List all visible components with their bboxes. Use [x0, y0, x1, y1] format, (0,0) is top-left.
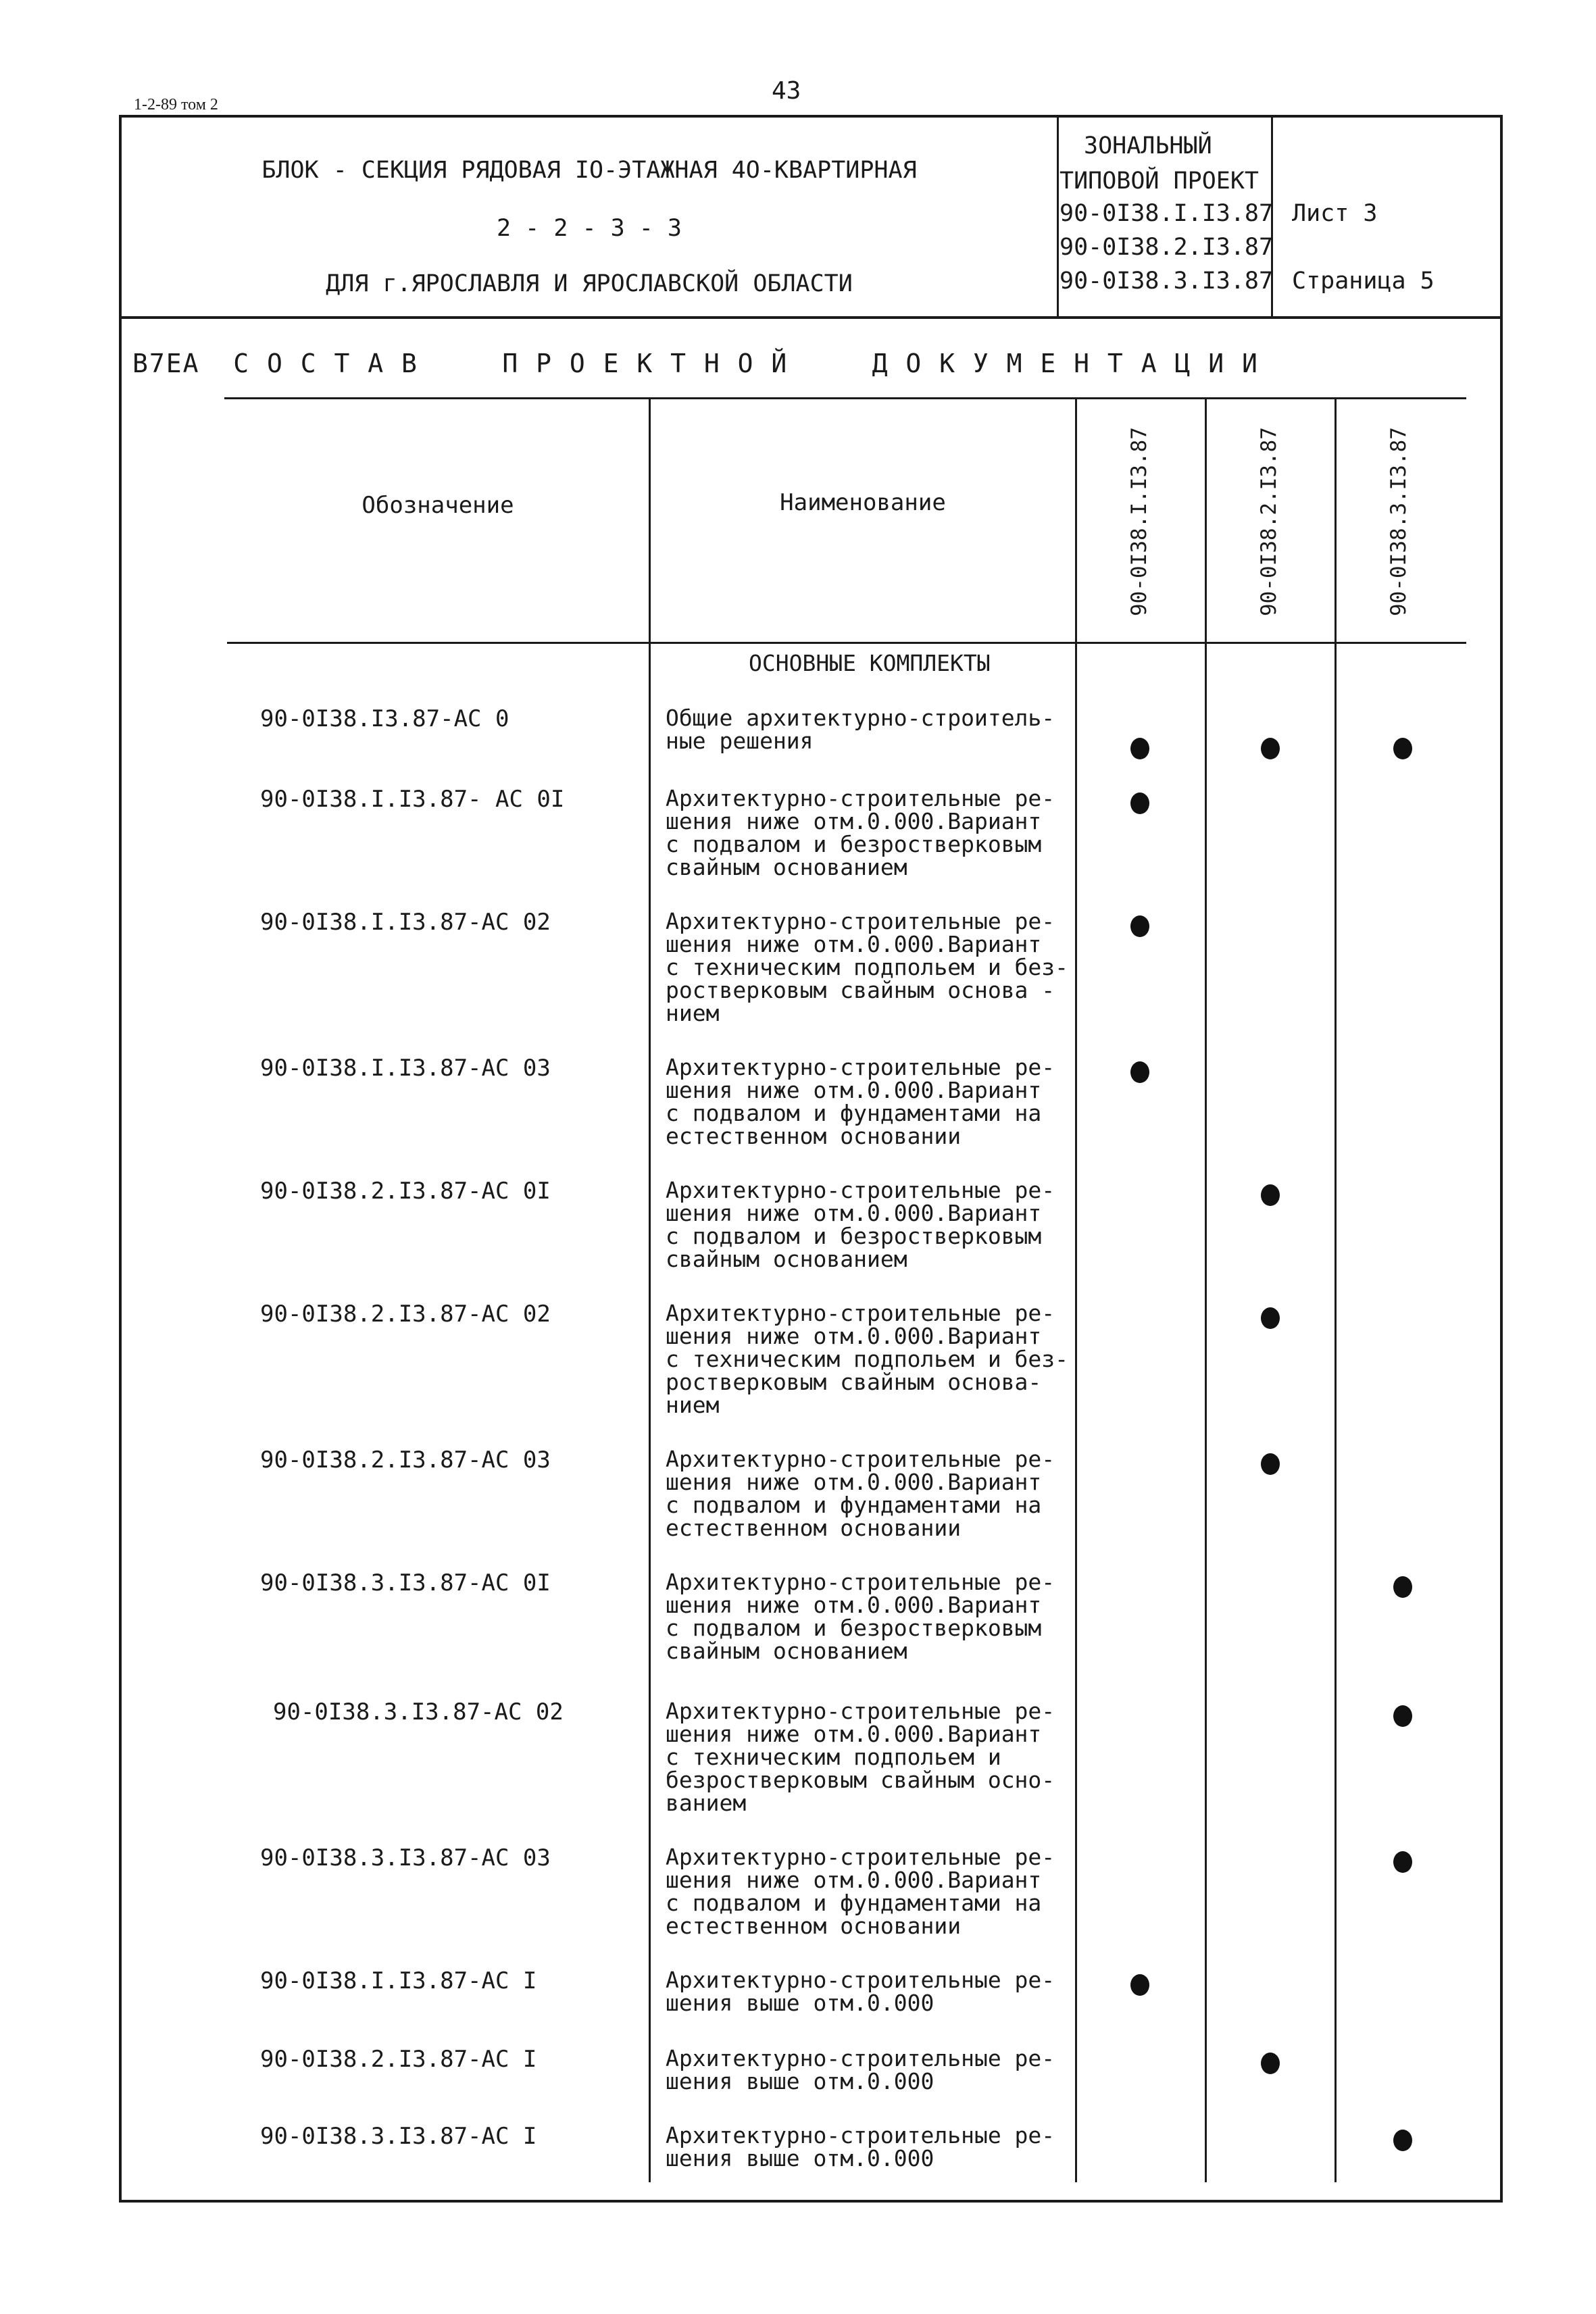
- header-title-line1: БЛОК - СЕКЦИЯ РЯДОВАЯ IO-ЭТАЖНАЯ 4O-КВАРТИРНАЯ: [261, 157, 917, 184]
- column-header-designation: Обозначение: [361, 492, 514, 519]
- header-title-line2: 2 - 2 - 3 - 3: [497, 215, 682, 242]
- row-designation: 90-0I38.2.I3.87-AC 0I: [260, 1178, 551, 1205]
- column-header-name: Наименование: [780, 489, 946, 516]
- row-name: Архитектурно-строительные ре- шения выше отм.0.000: [666, 2045, 1055, 2094]
- included-marker-variant-1: [1130, 738, 1149, 759]
- row-name: Общие архитектурно-строитель- ные решения: [666, 705, 1055, 754]
- row-name: Архитектурно-строительные ре- шения ниже отм.0.000.Вариант с подвалом и безростверковым свайным основанием: [666, 1569, 1055, 1664]
- row-name: Архитектурно-строительные ре- шения ниже отм.0.000.Вариант с подвалом и фундаментами на естественном основании: [666, 1054, 1055, 1149]
- table-column-divider-3: [1205, 399, 1207, 2182]
- project-code-1: 90-0I38.I.I3.87: [1059, 200, 1274, 227]
- project-type-line2: ТИПОВОЙ ПРОЕКТ: [1059, 168, 1260, 195]
- row-name: Архитектурно-строительные ре- шения выше отм.0.000: [666, 2122, 1055, 2171]
- project-type-line1: ЗОНАЛЬНЫЙ: [1084, 132, 1212, 159]
- row-designation: 90-0I38.I.I3.87-AC 03: [260, 1055, 551, 1082]
- row-name: Архитектурно-строительные ре- шения ниже отм.0.000.Вариант с техническим подпольем и без- ростверковым свайным основа - нием: [666, 908, 1069, 1026]
- project-code-3: 90-0I38.3.I3.87: [1059, 268, 1274, 295]
- included-marker-variant-3: [1393, 1705, 1412, 1727]
- included-marker-variant-1: [1130, 793, 1149, 814]
- included-marker-variant-1: [1130, 1061, 1149, 1083]
- frame-left-border: [119, 115, 122, 2203]
- included-marker-variant-3: [1393, 738, 1412, 759]
- header-top-border: [119, 115, 1503, 118]
- sheet-label: Лист 3: [1292, 200, 1378, 227]
- row-name: Архитектурно-строительные ре- шения выше отм.0.000: [666, 1967, 1055, 2016]
- row-designation: 90-0I38.I3.87-AC 0: [260, 705, 509, 732]
- included-marker-variant-2: [1261, 738, 1280, 759]
- header-bottom-border: [119, 316, 1503, 319]
- included-marker-variant-2: [1261, 1307, 1280, 1329]
- included-marker-variant-3: [1393, 2130, 1412, 2151]
- included-marker-variant-2: [1261, 1453, 1280, 1475]
- included-marker-variant-2: [1261, 2053, 1280, 2074]
- frame-right-border: [1500, 115, 1503, 2203]
- page-label: Страница 5: [1292, 268, 1435, 295]
- row-designation: 90-0I38.2.I3.87-AC 03: [260, 1447, 551, 1474]
- column-header-variant-2: 90-0I38.2.I3.87: [1257, 427, 1281, 616]
- section-code: В7ЕА: [132, 349, 200, 378]
- included-marker-variant-3: [1393, 1851, 1412, 1873]
- column-header-variant-1: 90-0I38.I.I3.87: [1127, 427, 1151, 616]
- row-designation: 90-0I38.3.I3.87-AC 02: [273, 1699, 564, 1726]
- included-marker-variant-1: [1130, 915, 1149, 937]
- row-designation: 90-0I38.2.I3.87-AC I: [260, 2046, 537, 2073]
- table-column-divider-1: [649, 399, 651, 2182]
- section-title: [132, 349, 1259, 378]
- row-designation: 90-0I38.2.I3.87-AC 02: [260, 1301, 551, 1328]
- row-name: Архитектурно-строительные ре- шения ниже отм.0.000.Вариант с техническим подпольем и без- ростверковым свайным основа- нием: [666, 1300, 1069, 1418]
- row-name: Архитектурно-строительные ре- шения ниже отм.0.000.Вариант с подвалом и безростверковым свайным основанием: [666, 1177, 1055, 1272]
- row-designation: 90-0I38.3.I3.87-AC 0I: [260, 1569, 551, 1596]
- row-designation: 90-0I38.I.I3.87- AC 0I: [260, 786, 565, 813]
- page-number: 43: [772, 77, 801, 105]
- table-column-divider-4: [1335, 399, 1337, 2182]
- included-marker-variant-3: [1393, 1576, 1412, 1598]
- row-name: Архитектурно-строительные ре- шения ниже отм.0.000.Вариант с подвалом и фундаментами на естественном основании: [666, 1844, 1055, 1939]
- project-code-2: 90-0I38.2.I3.87: [1059, 234, 1274, 261]
- header-divider-1: [1057, 115, 1059, 318]
- column-header-variant-3: 90-0I38.3.I3.87: [1387, 427, 1411, 616]
- table-top-border: [224, 397, 1466, 399]
- included-marker-variant-2: [1261, 1184, 1280, 1206]
- row-name: Архитектурно-строительные ре- шения ниже отм.0.000.Вариант с подвалом и фундаментами на естественном основании: [666, 1446, 1055, 1541]
- row-designation: 90-0I38.3.I3.87-AC 03: [260, 1844, 551, 1871]
- section-title-text: С О С Т А В П Р О Е К Т Н О Й Д О К У М Е Н Т А Ц И И: [233, 349, 1259, 378]
- row-designation: 90-0I38.I.I3.87-AC 02: [260, 909, 551, 936]
- row-designation: 90-0I38.3.I3.87-AC I: [260, 2123, 537, 2150]
- row-name: Архитектурно-строительные ре- шения ниже отм.0.000.Вариант с техническим подпольем и безростверковым свайным осно- ванием: [666, 1698, 1055, 1816]
- header-title-line3: ДЛЯ г.ЯРОСЛАВЛЯ И ЯРОСЛАВСКОЙ ОБЛАСТИ: [326, 270, 853, 297]
- row-name: Архитектурно-строительные ре- шения ниже отм.0.000.Вариант с подвалом и безростверковым свайным основанием: [666, 785, 1055, 880]
- included-marker-variant-1: [1130, 1974, 1149, 1996]
- frame-bottom-border: [119, 2200, 1503, 2203]
- document-reference: 1-2-89 том 2: [134, 96, 218, 114]
- group-title: ОСНОВНЫЕ КОМПЛЕКТЫ: [749, 650, 991, 676]
- row-designation: 90-0I38.I.I3.87-AC I: [260, 1967, 537, 1994]
